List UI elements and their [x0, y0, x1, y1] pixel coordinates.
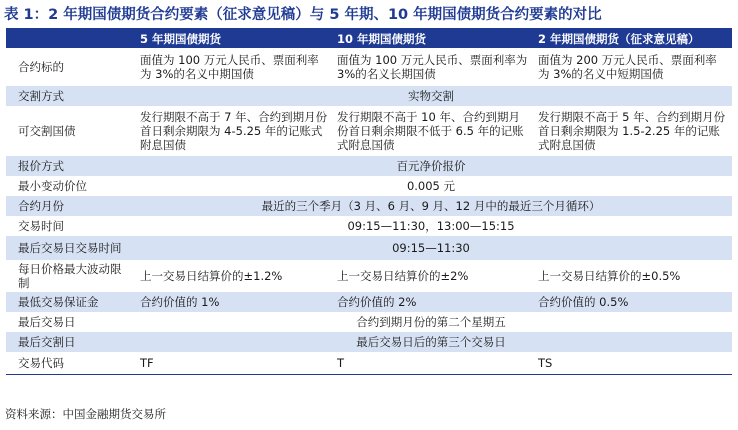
table-row [6, 196, 732, 216]
row-label-tick-size: 最小变动价位 [6, 176, 130, 196]
merged-cell-tick-size: 0.005 元 [130, 176, 732, 196]
table-row [6, 236, 732, 260]
table-row [6, 106, 732, 156]
comparison-table [6, 30, 732, 374]
merged-cell-quote-method: 百元净价报价 [130, 156, 732, 176]
cell-10y-price-limit: 上一交易日结算价的±2% [333, 260, 534, 292]
cell-10y-ticker: T [333, 352, 534, 374]
merged-cell-last-delivery-day: 最后交易日后的第三个交易日 [130, 332, 732, 352]
header-2y: 2 年期国债期货（征求意见稿） [534, 30, 732, 48]
cell-2y-underlying: 面值为 200 万元人民币、票面利率为 3%的名义中短期国债 [534, 48, 732, 86]
cell-2y-price-limit: 上一交易日结算价的±0.5% [534, 260, 732, 292]
row-label-trading-hours: 交易时间 [6, 216, 130, 236]
header-empty [6, 30, 130, 48]
row-label-contract-months: 合约月份 [6, 196, 130, 216]
table-title: 表 1：2 年期国债期货合约要素（征求意见稿）与 5 年期、10 年期国债期货合约要素的对比 [4, 7, 602, 23]
cell-10y-deliverable-bonds: 发行期限不高于 10 年、合约到期月份首日剩余期限不低于 6.5 年的记账式附息国债 [333, 106, 534, 156]
header-10y: 10 年期国债期货 [333, 30, 534, 48]
row-label-deliverable-bonds: 可交割国债 [6, 106, 130, 156]
cell-5y-margin: 合约价值的 1% [130, 292, 333, 312]
cell-5y-deliverable-bonds: 发行期限不高于 7 年、合约到期月份首日剩余期限为 4-5.25 年的记账式附息国债 [130, 106, 333, 156]
row-label-last-day-hours: 最后交易日交易时间 [6, 236, 130, 260]
comparison-table-wrapper [6, 28, 732, 375]
row-label-quote-method: 报价方式 [6, 156, 130, 176]
table-row [6, 48, 732, 86]
table-row [6, 332, 732, 352]
table-row [6, 176, 732, 196]
table-row [6, 216, 732, 236]
row-label-last-trading-day: 最后交易日 [6, 312, 130, 332]
table-row [6, 156, 732, 176]
cell-2y-deliverable-bonds: 发行期限不高于 5 年、合约到期月份首日剩余期限为 1.5-2.25 年的记账式附息国债 [534, 106, 732, 156]
cell-10y-underlying: 面值为 100 万元人民币、票面利率为 3%的名义长期国债 [333, 48, 534, 86]
cell-2y-margin: 合约价值的 0.5% [534, 292, 732, 312]
merged-cell-last-trading-day: 合约到期月份的第二个星期五 [130, 312, 732, 332]
cell-5y-underlying: 面值为 100 万元人民币、票面利率为 3%的名义中期国债 [130, 48, 333, 86]
table-row [6, 86, 732, 106]
merged-cell-delivery-method: 实物交割 [130, 86, 732, 106]
row-label-last-delivery-day: 最后交割日 [6, 332, 130, 352]
merged-cell-contract-months: 最近的三个季月（3 月、6 月、9 月、12 月中的最近三个月循环） [130, 196, 732, 216]
row-label-underlying: 合约标的 [6, 48, 130, 86]
table-row [6, 260, 732, 292]
table-row [6, 292, 732, 312]
row-label-ticker: 交易代码 [6, 352, 130, 374]
merged-cell-last-day-hours: 09:15—11:30 [130, 236, 732, 260]
row-label-margin: 最低交易保证金 [6, 292, 130, 312]
row-label-price-limit: 每日价格最大波动限制 [6, 260, 130, 292]
table-header-row [6, 30, 732, 48]
cell-5y-ticker: TF [130, 352, 333, 374]
cell-5y-price-limit: 上一交易日结算价的±1.2% [130, 260, 333, 292]
cell-2y-ticker: TS [534, 352, 732, 374]
header-5y: 5 年期国债期货 [130, 30, 333, 48]
cell-10y-margin: 合约价值的 2% [333, 292, 534, 312]
table-row [6, 352, 732, 374]
merged-cell-trading-hours: 09:15—11:30，13:00—15:15 [130, 216, 732, 236]
table-row [6, 312, 732, 332]
row-label-delivery-method: 交割方式 [6, 86, 130, 106]
source-note: 资料来源：中国金融期货交易所 [5, 407, 166, 421]
